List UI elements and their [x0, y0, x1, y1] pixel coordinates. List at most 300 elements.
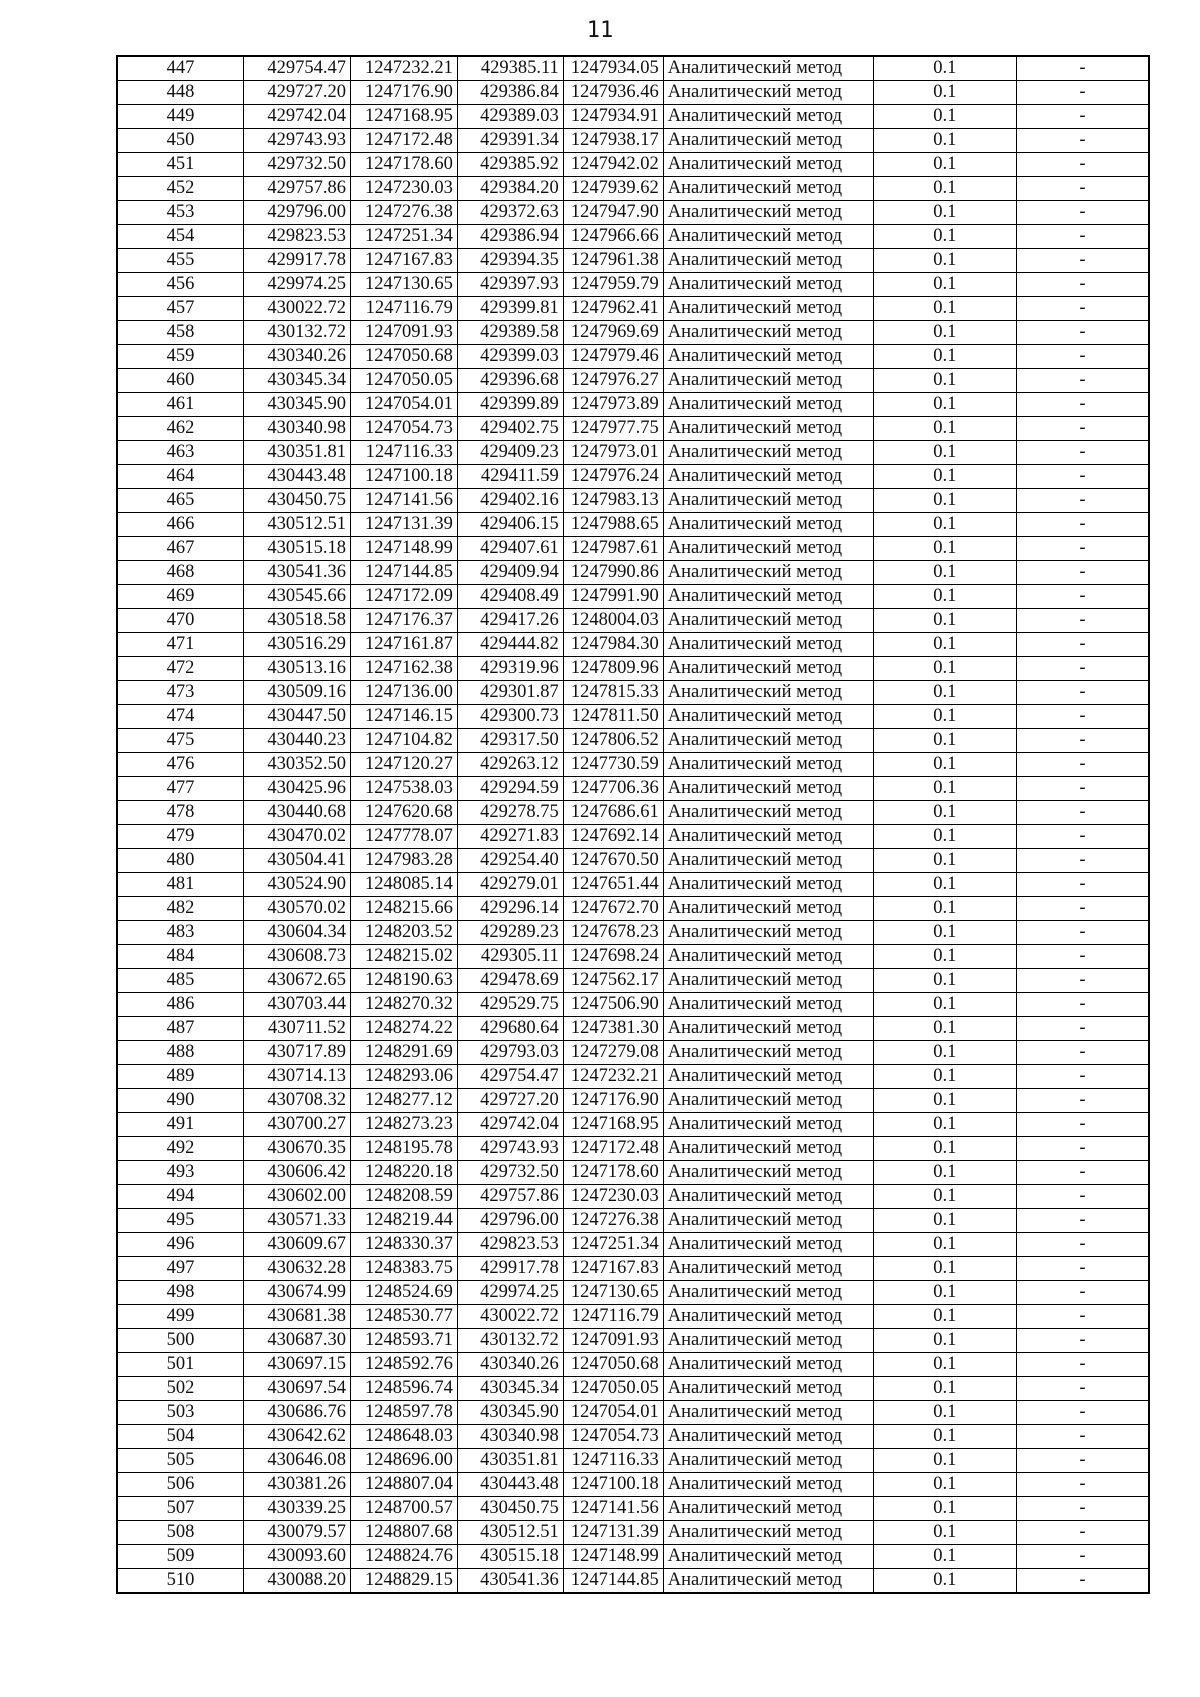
cell-note: - — [1017, 1305, 1149, 1329]
cell-err: 0.1 — [873, 177, 1016, 201]
cell-note: - — [1017, 1449, 1149, 1473]
table-row — [117, 705, 1149, 729]
cell-err: 0.1 — [873, 393, 1016, 417]
table-row — [117, 153, 1149, 177]
cell-x2: 429300.73 — [457, 705, 563, 729]
cell-y2: 1247730.59 — [563, 753, 663, 777]
table-row — [117, 297, 1149, 321]
table-row — [117, 729, 1149, 753]
cell-err: 0.1 — [873, 297, 1016, 321]
cell-err: 0.1 — [873, 1329, 1016, 1353]
cell-x2: 429372.63 — [457, 201, 563, 225]
cell-y2: 1247050.68 — [563, 1353, 663, 1377]
cell-method: Аналитический метод — [663, 1521, 873, 1545]
cell-y2: 1247230.03 — [563, 1185, 663, 1209]
cell-y2: 1247131.39 — [563, 1521, 663, 1545]
cell-x1: 430545.66 — [244, 585, 351, 609]
cell-x1: 430470.02 — [244, 825, 351, 849]
cell-y2: 1247706.36 — [563, 777, 663, 801]
cell-y1: 1247161.87 — [350, 633, 457, 657]
cell-method: Аналитический метод — [663, 369, 873, 393]
cell-note: - — [1017, 369, 1149, 393]
cell-x1: 430093.60 — [244, 1545, 351, 1569]
cell-method: Аналитический метод — [663, 681, 873, 705]
cell-err: 0.1 — [873, 609, 1016, 633]
cell-num: 453 — [117, 201, 244, 225]
cell-method: Аналитический метод — [663, 1017, 873, 1041]
table-row — [117, 1473, 1149, 1497]
cell-x1: 430022.72 — [244, 297, 351, 321]
table-row — [117, 825, 1149, 849]
cell-y2: 1247987.61 — [563, 537, 663, 561]
cell-x2: 429411.59 — [457, 465, 563, 489]
cell-note: - — [1017, 849, 1149, 873]
cell-note: - — [1017, 345, 1149, 369]
cell-err: 0.1 — [873, 561, 1016, 585]
cell-x1: 430604.34 — [244, 921, 351, 945]
cell-x2: 429743.93 — [457, 1137, 563, 1161]
cell-y2: 1247934.91 — [563, 105, 663, 129]
cell-err: 0.1 — [873, 921, 1016, 945]
cell-err: 0.1 — [873, 873, 1016, 897]
cell-y2: 1247116.33 — [563, 1449, 663, 1473]
table-row — [117, 1041, 1149, 1065]
cell-note: - — [1017, 465, 1149, 489]
cell-x1: 430340.26 — [244, 345, 351, 369]
cell-y2: 1247990.86 — [563, 561, 663, 585]
cell-err: 0.1 — [873, 56, 1016, 81]
cell-note: - — [1017, 633, 1149, 657]
cell-y2: 1247167.83 — [563, 1257, 663, 1281]
cell-y2: 1247176.90 — [563, 1089, 663, 1113]
cell-num: 495 — [117, 1209, 244, 1233]
cell-method: Аналитический метод — [663, 849, 873, 873]
cell-note: - — [1017, 153, 1149, 177]
cell-method: Аналитический метод — [663, 417, 873, 441]
cell-num: 455 — [117, 249, 244, 273]
cell-note: - — [1017, 705, 1149, 729]
cell-y2: 1247276.38 — [563, 1209, 663, 1233]
cell-y2: 1247506.90 — [563, 993, 663, 1017]
cell-x2: 429402.75 — [457, 417, 563, 441]
cell-err: 0.1 — [873, 417, 1016, 441]
cell-note: - — [1017, 1353, 1149, 1377]
cell-num: 492 — [117, 1137, 244, 1161]
cell-y2: 1247130.65 — [563, 1281, 663, 1305]
cell-note: - — [1017, 1065, 1149, 1089]
table-row — [117, 1305, 1149, 1329]
cell-method: Аналитический метод — [663, 1233, 873, 1257]
cell-method: Аналитический метод — [663, 729, 873, 753]
cell-y2: 1247969.69 — [563, 321, 663, 345]
cell-num: 463 — [117, 441, 244, 465]
cell-err: 0.1 — [873, 1521, 1016, 1545]
cell-method: Аналитический метод — [663, 1545, 873, 1569]
cell-y2: 1247144.85 — [563, 1569, 663, 1594]
cell-x2: 430541.36 — [457, 1569, 563, 1594]
table-row — [117, 81, 1149, 105]
cell-y1: 1248330.37 — [350, 1233, 457, 1257]
cell-err: 0.1 — [873, 1545, 1016, 1569]
cell-x1: 429732.50 — [244, 153, 351, 177]
cell-err: 0.1 — [873, 777, 1016, 801]
table-row — [117, 1449, 1149, 1473]
cell-x1: 430697.54 — [244, 1377, 351, 1401]
cell-x2: 429317.50 — [457, 729, 563, 753]
cell-x2: 429254.40 — [457, 849, 563, 873]
cell-y1: 1248203.52 — [350, 921, 457, 945]
cell-method: Аналитический метод — [663, 921, 873, 945]
cell-num: 480 — [117, 849, 244, 873]
table-row — [117, 561, 1149, 585]
cell-x2: 430351.81 — [457, 1449, 563, 1473]
cell-y2: 1247116.79 — [563, 1305, 663, 1329]
cell-y1: 1247131.39 — [350, 513, 457, 537]
cell-x2: 429305.11 — [457, 945, 563, 969]
table-row — [117, 1521, 1149, 1545]
cell-note: - — [1017, 393, 1149, 417]
cell-num: 484 — [117, 945, 244, 969]
cell-x2: 430345.34 — [457, 1377, 563, 1401]
cell-x2: 429399.81 — [457, 297, 563, 321]
cell-num: 493 — [117, 1161, 244, 1185]
table-row — [117, 1257, 1149, 1281]
table-row — [117, 225, 1149, 249]
cell-y2: 1247942.02 — [563, 153, 663, 177]
cell-y2: 1247670.50 — [563, 849, 663, 873]
cell-num: 505 — [117, 1449, 244, 1473]
cell-y1: 1248219.44 — [350, 1209, 457, 1233]
cell-y2: 1247973.89 — [563, 393, 663, 417]
cell-err: 0.1 — [873, 705, 1016, 729]
cell-num: 476 — [117, 753, 244, 777]
table-row — [117, 633, 1149, 657]
cell-y2: 1247934.05 — [563, 56, 663, 81]
cell-x2: 429385.92 — [457, 153, 563, 177]
cell-x2: 429478.69 — [457, 969, 563, 993]
cell-err: 0.1 — [873, 801, 1016, 825]
cell-num: 501 — [117, 1353, 244, 1377]
cell-note: - — [1017, 1113, 1149, 1137]
cell-method: Аналитический метод — [663, 56, 873, 81]
cell-method: Аналитический метод — [663, 633, 873, 657]
cell-err: 0.1 — [873, 1281, 1016, 1305]
cell-y2: 1247251.34 — [563, 1233, 663, 1257]
table-row — [117, 681, 1149, 705]
cell-x1: 430351.81 — [244, 441, 351, 465]
cell-method: Аналитический метод — [663, 897, 873, 921]
cell-y1: 1248220.18 — [350, 1161, 457, 1185]
cell-note: - — [1017, 1233, 1149, 1257]
cell-x1: 430132.72 — [244, 321, 351, 345]
cell-y1: 1248208.59 — [350, 1185, 457, 1209]
cell-x2: 429385.11 — [457, 56, 563, 81]
cell-note: - — [1017, 1329, 1149, 1353]
table-row — [117, 609, 1149, 633]
cell-x2: 429529.75 — [457, 993, 563, 1017]
cell-note: - — [1017, 1137, 1149, 1161]
cell-y2: 1247959.79 — [563, 273, 663, 297]
cell-x1: 430602.00 — [244, 1185, 351, 1209]
cell-y2: 1247979.46 — [563, 345, 663, 369]
cell-method: Аналитический метод — [663, 561, 873, 585]
cell-note: - — [1017, 1401, 1149, 1425]
cell-x1: 429727.20 — [244, 81, 351, 105]
cell-num: 454 — [117, 225, 244, 249]
cell-method: Аналитический метод — [663, 1425, 873, 1449]
cell-y1: 1247146.15 — [350, 705, 457, 729]
cell-num: 500 — [117, 1329, 244, 1353]
cell-num: 448 — [117, 81, 244, 105]
cell-err: 0.1 — [873, 1425, 1016, 1449]
cell-x2: 429389.03 — [457, 105, 563, 129]
cell-err: 0.1 — [873, 657, 1016, 681]
cell-y2: 1247279.08 — [563, 1041, 663, 1065]
cell-num: 452 — [117, 177, 244, 201]
cell-method: Аналитический метод — [663, 1209, 873, 1233]
cell-method: Аналитический метод — [663, 945, 873, 969]
table-row — [117, 801, 1149, 825]
cell-num: 478 — [117, 801, 244, 825]
cell-y1: 1247251.34 — [350, 225, 457, 249]
cell-method: Аналитический метод — [663, 1569, 873, 1594]
cell-y2: 1247672.70 — [563, 897, 663, 921]
cell-err: 0.1 — [873, 81, 1016, 105]
cell-err: 0.1 — [873, 969, 1016, 993]
table-row — [117, 1497, 1149, 1521]
cell-y1: 1248273.23 — [350, 1113, 457, 1137]
cell-num: 473 — [117, 681, 244, 705]
table-row — [117, 441, 1149, 465]
cell-note: - — [1017, 1161, 1149, 1185]
cell-y2: 1247806.52 — [563, 729, 663, 753]
cell-y1: 1247104.82 — [350, 729, 457, 753]
cell-x2: 429289.23 — [457, 921, 563, 945]
table-row — [117, 369, 1149, 393]
cell-note: - — [1017, 56, 1149, 81]
cell-num: 468 — [117, 561, 244, 585]
cell-y1: 1248195.78 — [350, 1137, 457, 1161]
cell-y1: 1247136.00 — [350, 681, 457, 705]
cell-err: 0.1 — [873, 993, 1016, 1017]
cell-err: 0.1 — [873, 945, 1016, 969]
cell-y1: 1248829.15 — [350, 1569, 457, 1594]
cell-x1: 430509.16 — [244, 681, 351, 705]
cell-x1: 430606.42 — [244, 1161, 351, 1185]
cell-x2: 429407.61 — [457, 537, 563, 561]
table-row — [117, 1089, 1149, 1113]
cell-note: - — [1017, 1041, 1149, 1065]
cell-y2: 1247962.41 — [563, 297, 663, 321]
cell-num: 509 — [117, 1545, 244, 1569]
cell-x1: 429796.00 — [244, 201, 351, 225]
cell-err: 0.1 — [873, 1089, 1016, 1113]
cell-x2: 430340.26 — [457, 1353, 563, 1377]
cell-y1: 1247091.93 — [350, 321, 457, 345]
cell-x2: 429296.14 — [457, 897, 563, 921]
cell-x2: 429301.87 — [457, 681, 563, 705]
cell-err: 0.1 — [873, 489, 1016, 513]
cell-method: Аналитический метод — [663, 513, 873, 537]
cell-note: - — [1017, 1209, 1149, 1233]
cell-y2: 1247232.21 — [563, 1065, 663, 1089]
cell-x2: 429399.89 — [457, 393, 563, 417]
cell-y1: 1248215.02 — [350, 945, 457, 969]
cell-method: Аналитический метод — [663, 753, 873, 777]
cell-num: 469 — [117, 585, 244, 609]
cell-x1: 430700.27 — [244, 1113, 351, 1137]
cell-num: 482 — [117, 897, 244, 921]
table-row — [117, 537, 1149, 561]
cell-err: 0.1 — [873, 1497, 1016, 1521]
cell-err: 0.1 — [873, 681, 1016, 705]
table-row — [117, 1377, 1149, 1401]
cell-x2: 429391.34 — [457, 129, 563, 153]
cell-num: 449 — [117, 105, 244, 129]
cell-err: 0.1 — [873, 105, 1016, 129]
cell-num: 460 — [117, 369, 244, 393]
cell-y1: 1247050.68 — [350, 345, 457, 369]
cell-y1: 1247148.99 — [350, 537, 457, 561]
cell-x1: 429823.53 — [244, 225, 351, 249]
cell-y1: 1247178.60 — [350, 153, 457, 177]
cell-x1: 430632.28 — [244, 1257, 351, 1281]
cell-num: 472 — [117, 657, 244, 681]
cell-method: Аналитический метод — [663, 1137, 873, 1161]
cell-note: - — [1017, 249, 1149, 273]
cell-x1: 430703.44 — [244, 993, 351, 1017]
cell-num: 485 — [117, 969, 244, 993]
cell-x1: 430079.57 — [244, 1521, 351, 1545]
cell-x2: 429402.16 — [457, 489, 563, 513]
cell-y1: 1247176.90 — [350, 81, 457, 105]
cell-x1: 430681.38 — [244, 1305, 351, 1329]
cell-x2: 430340.98 — [457, 1425, 563, 1449]
cell-num: 497 — [117, 1257, 244, 1281]
cell-num: 465 — [117, 489, 244, 513]
cell-y2: 1247651.44 — [563, 873, 663, 897]
cell-num: 494 — [117, 1185, 244, 1209]
cell-method: Аналитический метод — [663, 1185, 873, 1209]
cell-err: 0.1 — [873, 1401, 1016, 1425]
cell-y1: 1248648.03 — [350, 1425, 457, 1449]
cell-err: 0.1 — [873, 225, 1016, 249]
cell-method: Аналитический метод — [663, 1473, 873, 1497]
cell-err: 0.1 — [873, 1569, 1016, 1594]
cell-note: - — [1017, 1257, 1149, 1281]
cell-y2: 1247966.66 — [563, 225, 663, 249]
cell-x1: 430447.50 — [244, 705, 351, 729]
cell-x2: 429823.53 — [457, 1233, 563, 1257]
cell-method: Аналитический метод — [663, 1281, 873, 1305]
table-row — [117, 1065, 1149, 1089]
cell-note: - — [1017, 801, 1149, 825]
cell-err: 0.1 — [873, 1257, 1016, 1281]
cell-x2: 429732.50 — [457, 1161, 563, 1185]
cell-method: Аналитический метод — [663, 1329, 873, 1353]
cell-y2: 1247961.38 — [563, 249, 663, 273]
cell-x1: 430504.41 — [244, 849, 351, 873]
cell-x2: 429279.01 — [457, 873, 563, 897]
cell-err: 0.1 — [873, 897, 1016, 921]
table-row — [117, 897, 1149, 921]
table-row — [117, 1185, 1149, 1209]
cell-num: 498 — [117, 1281, 244, 1305]
cell-note: - — [1017, 873, 1149, 897]
cell-method: Аналитический метод — [663, 801, 873, 825]
table-row — [117, 105, 1149, 129]
cell-y2: 1247054.73 — [563, 1425, 663, 1449]
table-row — [117, 1209, 1149, 1233]
cell-x1: 429757.86 — [244, 177, 351, 201]
table-row — [117, 249, 1149, 273]
cell-x2: 429384.20 — [457, 177, 563, 201]
cell-err: 0.1 — [873, 201, 1016, 225]
cell-x2: 430132.72 — [457, 1329, 563, 1353]
cell-num: 489 — [117, 1065, 244, 1089]
table-row — [117, 753, 1149, 777]
cell-method: Аналитический метод — [663, 441, 873, 465]
table-row — [117, 201, 1149, 225]
cell-num: 507 — [117, 1497, 244, 1521]
coordinates-table — [116, 55, 1150, 1594]
cell-note: - — [1017, 1017, 1149, 1041]
cell-y1: 1247100.18 — [350, 465, 457, 489]
cell-method: Аналитический метод — [663, 1041, 873, 1065]
cell-x2: 429278.75 — [457, 801, 563, 825]
cell-method: Аналитический метод — [663, 1353, 873, 1377]
cell-y2: 1247054.01 — [563, 1401, 663, 1425]
cell-y1: 1248696.00 — [350, 1449, 457, 1473]
cell-num: 456 — [117, 273, 244, 297]
cell-note: - — [1017, 1569, 1149, 1594]
table-row — [117, 489, 1149, 513]
cell-method: Аналитический метод — [663, 825, 873, 849]
cell-note: - — [1017, 657, 1149, 681]
cell-y1: 1247054.73 — [350, 417, 457, 441]
cell-y2: 1247938.17 — [563, 129, 663, 153]
cell-method: Аналитический метод — [663, 489, 873, 513]
cell-note: - — [1017, 1185, 1149, 1209]
cell-x2: 429386.94 — [457, 225, 563, 249]
cell-note: - — [1017, 585, 1149, 609]
cell-y1: 1247144.85 — [350, 561, 457, 585]
cell-y2: 1247991.90 — [563, 585, 663, 609]
cell-err: 0.1 — [873, 129, 1016, 153]
cell-err: 0.1 — [873, 849, 1016, 873]
cell-x1: 430687.30 — [244, 1329, 351, 1353]
cell-note: - — [1017, 777, 1149, 801]
cell-num: 499 — [117, 1305, 244, 1329]
cell-method: Аналитический метод — [663, 705, 873, 729]
cell-y1: 1248592.76 — [350, 1353, 457, 1377]
cell-note: - — [1017, 1521, 1149, 1545]
cell-num: 466 — [117, 513, 244, 537]
cell-y2: 1247983.13 — [563, 489, 663, 513]
cell-y1: 1248277.12 — [350, 1089, 457, 1113]
cell-note: - — [1017, 1377, 1149, 1401]
cell-num: 496 — [117, 1233, 244, 1257]
cell-y1: 1248270.32 — [350, 993, 457, 1017]
cell-num: 487 — [117, 1017, 244, 1041]
cell-note: - — [1017, 225, 1149, 249]
cell-x2: 429680.64 — [457, 1017, 563, 1041]
cell-err: 0.1 — [873, 1017, 1016, 1041]
cell-err: 0.1 — [873, 465, 1016, 489]
cell-x2: 429271.83 — [457, 825, 563, 849]
cell-num: 486 — [117, 993, 244, 1017]
table-row — [117, 177, 1149, 201]
